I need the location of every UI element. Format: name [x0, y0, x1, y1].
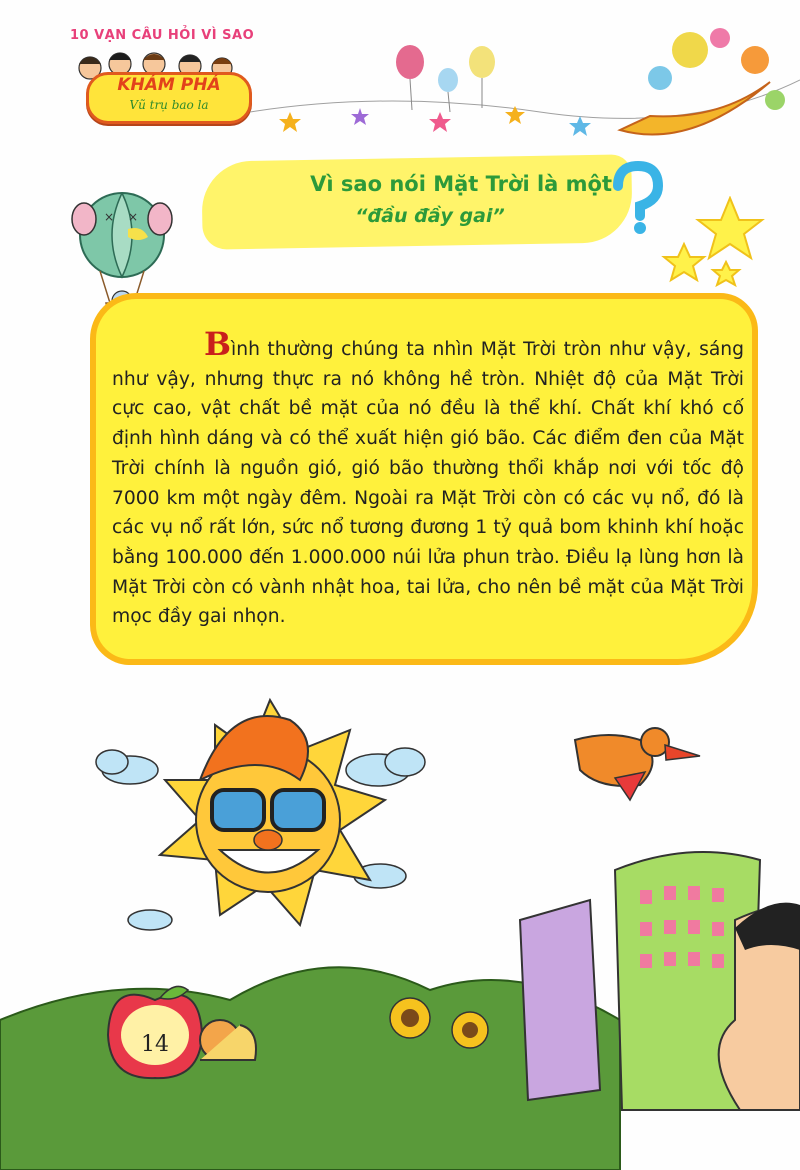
- star-icon: [569, 116, 591, 136]
- building: [520, 900, 600, 1100]
- svg-text:×: ×: [104, 210, 115, 224]
- balloon-icon: [396, 45, 424, 110]
- bird-character: [575, 728, 700, 800]
- star-icon: [429, 112, 451, 132]
- logo-title: KHÁM PHÁ: [117, 75, 221, 95]
- star-icon: [505, 106, 525, 124]
- star-icon: [713, 262, 739, 285]
- star-icon: [698, 198, 762, 258]
- series-title: 10 VẠN CÂU HỎI VÌ SAO: [70, 28, 255, 43]
- logo-subtitle: Vũ trụ bao la: [129, 98, 209, 112]
- drop-cap: B: [204, 325, 232, 363]
- paragraph-indent: [112, 339, 204, 360]
- star-icon: [279, 112, 301, 132]
- city-sun-illustration: [0, 690, 800, 1170]
- sun-character: [160, 700, 385, 925]
- page-number: 14: [141, 1032, 169, 1057]
- star-icon: [351, 108, 369, 125]
- svg-text:×: ×: [128, 210, 139, 224]
- stars-decoration: [660, 196, 770, 291]
- article-body: [112, 325, 744, 632]
- title-banner: [201, 154, 632, 249]
- moon-icon: [620, 28, 785, 135]
- article-body-text: ình thường chúng ta nhìn Mặt Trời tròn như vậy, sáng như vậy, nhưng thực ra nó không hề tròn. Nhiệt độ của Mặt Trời cực cao, vật chất bề mặt của nó đều là thể khí. Chất khí khó cố định hình dáng và có thể xuất hiện gió bão. Các điểm đen của Mặt Trời chính là nguồn gió, gió bão thường thổi khắp nơi với tốc độ 7000 km một ngày đêm. Ngoài ra Mặt Trời còn có các vụ nổ, đó là các vụ nổ rất lớn, sức nổ tương đương 1 tỷ quả bom khinh khí hoặc bằng 100.000 đến 1.000.000 núi lửa phun trào. Điều lạ lùng hơn là Mặt Trời còn có vành nhật hoa, tai lửa, cho nên bề mặt của Mặt Trời mọc đầy gai nhọn.: [112, 339, 744, 628]
- article-title-subline: “đầu đầy gai”: [355, 205, 505, 227]
- question-mark-icon: [606, 160, 666, 236]
- article-title: Vì sao nói Mặt Trời là một: [310, 172, 612, 196]
- balloon-icon: [469, 46, 495, 108]
- header-decoration: [250, 20, 800, 150]
- star-icon: [664, 244, 704, 280]
- balloon-icon: [438, 68, 458, 112]
